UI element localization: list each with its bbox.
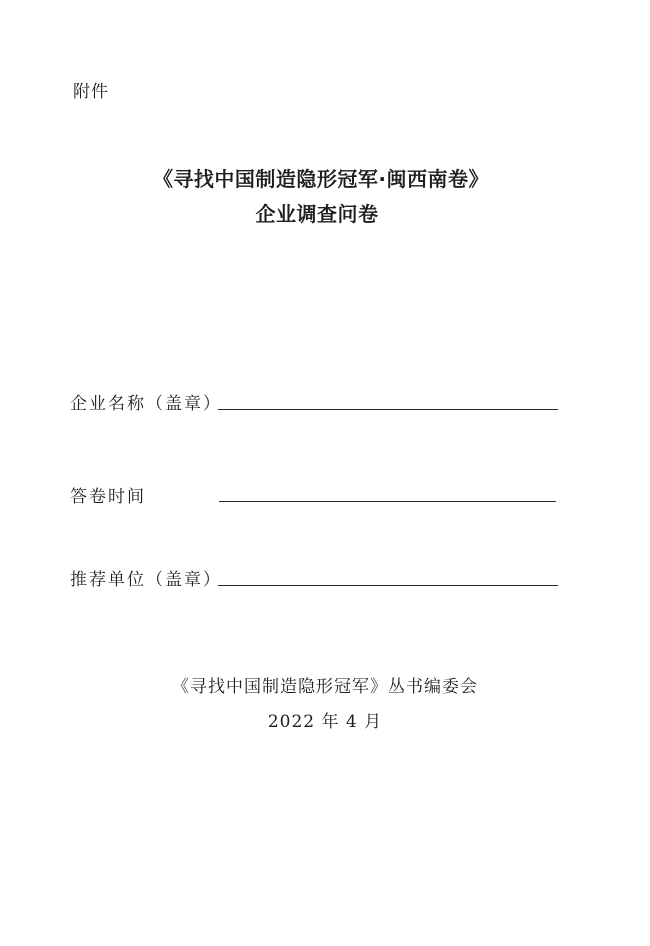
document-title: 《寻找中国制造隐形冠军·闽西南卷》 — [152, 167, 490, 191]
company-name-label: 企业名称（盖章） — [70, 394, 222, 414]
recommending-unit-blank-line — [218, 585, 558, 586]
issue-date: 2022 年 4 月 — [267, 712, 383, 732]
answer-time-label: 答卷时间 — [70, 487, 146, 507]
document-subtitle: 企业调查问卷 — [255, 202, 379, 226]
attachment-label: 附件 — [73, 82, 109, 102]
editorial-committee: 《寻找中国制造隐形冠军》丛书编委会 — [172, 677, 478, 697]
company-name-blank-line — [218, 409, 558, 410]
recommending-unit-label: 推荐单位（盖章） — [70, 570, 222, 590]
answer-time-blank-line — [219, 501, 556, 502]
